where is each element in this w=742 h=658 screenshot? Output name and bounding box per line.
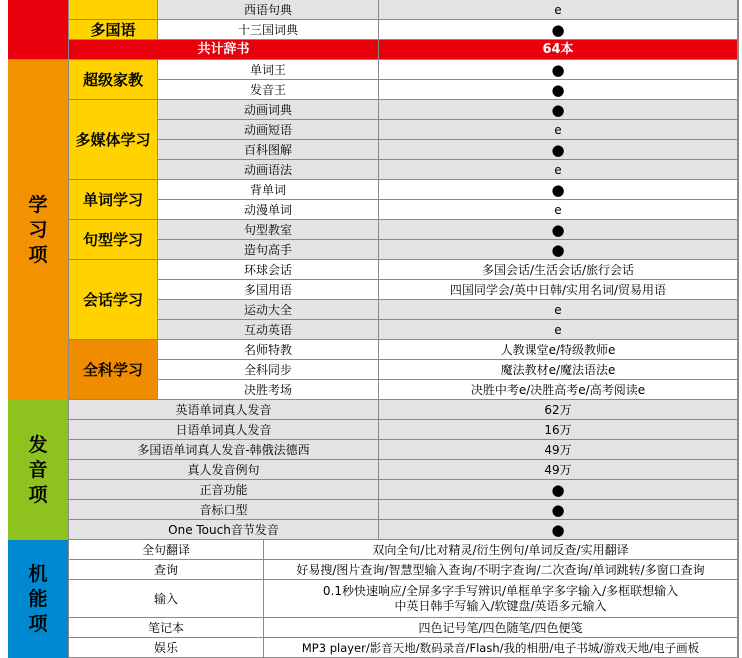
feature-cell: One Touch音节发音 — [69, 520, 379, 540]
value-cell: 双向全句/比对精灵/衍生例句/单词反查/实用翻译 — [264, 540, 738, 560]
value-cell: 49万 — [379, 460, 738, 480]
feature-cell: 发音王 — [158, 80, 379, 100]
feature-cell: 动画语法 — [158, 160, 379, 180]
value-cell: 决胜中考e/决胜高考e/高考阅读e — [379, 380, 738, 400]
value-cell: ● — [379, 520, 738, 540]
subcategory-sentence: 句型学习 — [69, 220, 158, 260]
value-cell: 49万 — [379, 440, 738, 460]
value-cell: ● — [379, 180, 738, 200]
feature-cell: 音标口型 — [69, 500, 379, 520]
feature-cell: 西语句典 — [158, 0, 379, 20]
value-cell: 0.1秒快速响应/全屏多字手写辨识/单框单字多字输入/多框联想输入 中英日韩手写输入/软键盘/英语多元输入 — [264, 580, 738, 618]
value-cell: 好易搜/图片查询/智慧型输入查询/不明字查询/二次查询/单词跳转/多窗口查询 — [264, 560, 738, 580]
feature-cell: 互动英语 — [158, 320, 379, 340]
value-cell: e — [379, 320, 738, 340]
total-dictionaries-value: 64本 — [379, 40, 738, 60]
feature-cell: 真人发音例句 — [69, 460, 379, 480]
category-pronunciation: 发 音 项 — [8, 400, 69, 540]
value-cell: e — [379, 120, 738, 140]
category-study: 学 习 项 — [8, 60, 69, 400]
category-functions: 机 能 项 — [8, 540, 69, 658]
top-blank-label — [69, 0, 158, 20]
feature-cell: 名师特教 — [158, 340, 379, 360]
feature-cell: 动画短语 — [158, 120, 379, 140]
feature-cell: 十三国词典 — [158, 20, 379, 40]
value-cell: 16万 — [379, 420, 738, 440]
feature-cell: 英语单词真人发音 — [69, 400, 379, 420]
feature-cell: 查询 — [69, 560, 264, 580]
feature-cell: 娱乐 — [69, 638, 264, 658]
value-cell: ● — [379, 140, 738, 160]
value-cell: e — [379, 0, 738, 20]
subcategory-tutor: 超级家教 — [69, 60, 158, 100]
feature-cell: 环球会话 — [158, 260, 379, 280]
feature-cell: 决胜考场 — [158, 380, 379, 400]
value-cell: ● — [379, 480, 738, 500]
feature-cell: 动画词典 — [158, 100, 379, 120]
value-cell: 多国会话/生活会话/旅行会话 — [379, 260, 738, 280]
subcategory-conversation: 会话学习 — [69, 260, 158, 340]
subcategory-multilang: 多国语 — [69, 20, 158, 40]
feature-cell: 动漫单词 — [158, 200, 379, 220]
value-cell: e — [379, 200, 738, 220]
value-cell: e — [379, 300, 738, 320]
right-border — [738, 0, 742, 658]
feature-cell: 造句高手 — [158, 240, 379, 260]
subcategory-all-subjects: 全科学习 — [69, 340, 158, 400]
category-top-strip — [8, 0, 69, 60]
value-cell: 四国同学会/英中日韩/实用名词/贸易用语 — [379, 280, 738, 300]
total-dictionaries-label: 共计辞书 — [69, 40, 379, 60]
value-cell: 62万 — [379, 400, 738, 420]
value-cell: ● — [379, 80, 738, 100]
feature-cell: 运动大全 — [158, 300, 379, 320]
feature-cell: 笔记本 — [69, 618, 264, 638]
subcategory-multimedia: 多媒体学习 — [69, 100, 158, 180]
value-cell: 人教课堂e/特级教师e — [379, 340, 738, 360]
value-cell: ● — [379, 500, 738, 520]
feature-cell: 多国语单词真人发音-韩俄法德西 — [69, 440, 379, 460]
value-cell: 魔法教材e/魔法语法e — [379, 360, 738, 380]
value-cell: ● — [379, 100, 738, 120]
value-cell: ● — [379, 240, 738, 260]
value-cell: ● — [379, 220, 738, 240]
feature-cell: 背单词 — [158, 180, 379, 200]
value-cell: ● — [379, 60, 738, 80]
feature-cell: 全句翻译 — [69, 540, 264, 560]
feature-cell: 全科同步 — [158, 360, 379, 380]
feature-cell: 句型教室 — [158, 220, 379, 240]
value-cell: ● — [379, 20, 738, 40]
subcategory-word: 单词学习 — [69, 180, 158, 220]
value-cell: 四色记号笔/四色随笔/四色便笺 — [264, 618, 738, 638]
feature-cell: 百科图解 — [158, 140, 379, 160]
feature-cell: 多国用语 — [158, 280, 379, 300]
feature-cell: 输入 — [69, 580, 264, 618]
feature-cell: 正音功能 — [69, 480, 379, 500]
value-cell: MP3 player/影音天地/数码录音/Flash/我的相册/电子书城/游戏天地/电子画板 — [264, 638, 738, 658]
value-cell: e — [379, 160, 738, 180]
feature-cell: 日语单词真人发音 — [69, 420, 379, 440]
feature-cell: 单词王 — [158, 60, 379, 80]
